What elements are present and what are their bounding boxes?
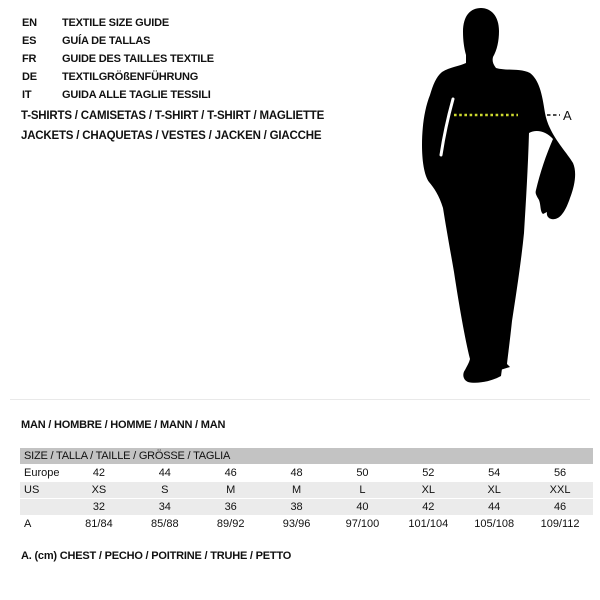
language-row — [22, 86, 214, 104]
size-cell: XXL — [549, 484, 571, 496]
language-title: GUIDA ALLE TAGLIE TESSILI — [62, 89, 211, 101]
table-row-chest-a — [20, 516, 593, 532]
language-title: GUÍA DE TALLAS — [62, 35, 151, 47]
language-row — [22, 32, 214, 50]
category-tshirts: T-SHIRTS / CAMISETAS / T-SHIRT / T-SHIRT / MAGLIETTE — [21, 110, 325, 122]
row-label: A — [24, 518, 32, 530]
size-cell: 105/108 — [474, 518, 515, 530]
size-cell: 50 — [356, 467, 369, 479]
section-title-man: MAN / HOMBRE / HOMME / MANN / MAN — [21, 419, 226, 431]
size-cell: L — [359, 484, 366, 496]
row-label: Europe — [24, 467, 60, 479]
language-row — [22, 50, 214, 68]
category-jackets: JACKETS / CHAQUETAS / VESTES / JACKEN / GIACCHE — [21, 129, 322, 142]
size-cell: 109/112 — [540, 518, 580, 530]
size-cell: 34 — [158, 501, 171, 513]
size-cell: 85/88 — [151, 518, 179, 530]
size-table-header: SIZE / TALLA / TAILLE / GRÖSSE / TAGLIA — [20, 448, 593, 464]
size-cell: 46 — [224, 467, 237, 479]
size-cell: 42 — [422, 501, 435, 513]
language-title: TEXTILGRÖßENFÜHRUNG — [62, 71, 199, 83]
language-code: EN — [22, 17, 37, 29]
size-cell: 42 — [92, 467, 106, 479]
language-list — [22, 14, 214, 104]
size-cell: 46 — [553, 501, 567, 513]
size-cell: S — [161, 484, 169, 496]
size-cell: 48 — [290, 467, 303, 479]
table-row-numeric — [20, 499, 593, 515]
language-code: DE — [22, 71, 37, 83]
size-cell: 81/84 — [85, 518, 113, 530]
row-label: US — [24, 484, 40, 496]
size-table — [20, 448, 593, 533]
size-cell: 54 — [488, 467, 501, 479]
language-row — [22, 14, 214, 32]
size-cell: M — [291, 484, 302, 496]
size-cell: 97/100 — [345, 518, 380, 530]
section-divider — [10, 399, 590, 400]
row-label — [20, 499, 66, 515]
size-cell: 44 — [158, 467, 171, 479]
language-code: ES — [22, 35, 37, 47]
size-cell: 38 — [290, 501, 303, 513]
language-code: FR — [22, 53, 37, 65]
measure-label-a: A — [563, 108, 572, 123]
size-cell: 52 — [422, 467, 435, 479]
size-cell: 93/96 — [282, 518, 311, 530]
size-cell: 44 — [488, 501, 501, 513]
size-cell: 36 — [224, 501, 237, 513]
table-row-us — [20, 482, 593, 498]
size-cell: XL — [487, 484, 501, 496]
man-silhouette-figure — [370, 5, 580, 395]
man-silhouette-body — [422, 8, 575, 383]
size-cell: 32 — [92, 501, 106, 513]
measurement-footnote: A. (cm) CHEST / PECHO / POITRINE / TRUHE / PETTO — [21, 550, 292, 562]
garment-categories — [21, 107, 324, 146]
language-row — [22, 68, 214, 86]
size-cell: 89/92 — [216, 518, 245, 530]
language-code: IT — [22, 89, 32, 101]
size-cell: 101/104 — [408, 518, 449, 530]
man-silhouette-svg — [370, 5, 580, 395]
size-cell: M — [226, 484, 236, 496]
language-title: GUIDE DES TAILLES TEXTILE — [62, 53, 214, 65]
size-cell: 40 — [356, 501, 369, 513]
table-row-europe — [20, 465, 593, 481]
size-cell: 56 — [553, 467, 567, 479]
size-cell: XS — [91, 484, 107, 496]
language-title: TEXTILE SIZE GUIDE — [62, 17, 170, 29]
size-cell: XL — [421, 484, 436, 496]
